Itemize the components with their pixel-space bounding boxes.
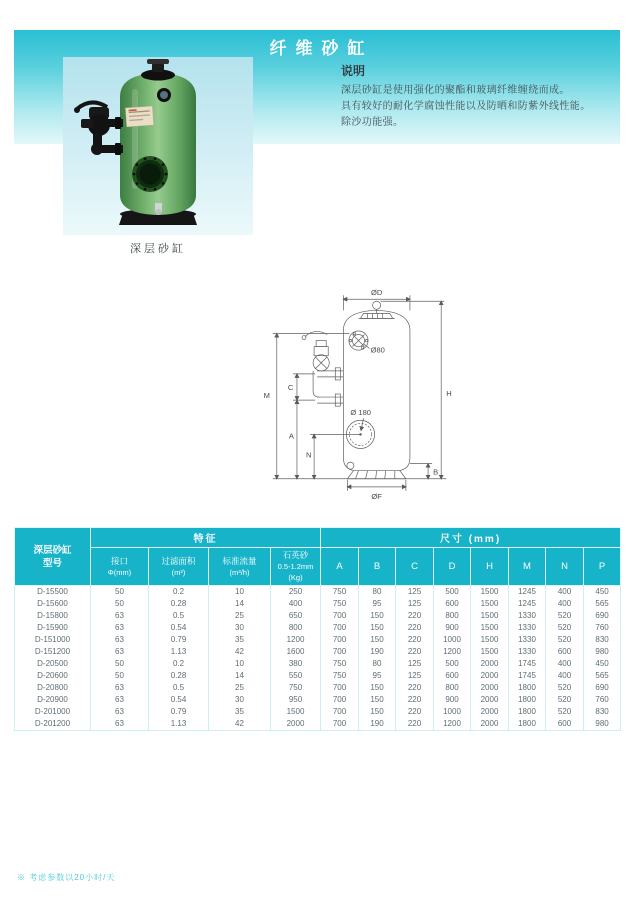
spec-cell: 1800 — [509, 694, 546, 706]
spec-cell: 1245 — [509, 598, 546, 610]
spec-cell: 220 — [396, 646, 434, 658]
spec-cell: 220 — [396, 682, 434, 694]
spec-cell: 565 — [584, 670, 621, 682]
spec-cell: 2000 — [271, 718, 321, 731]
dimension-column-header: C — [396, 548, 434, 586]
spec-cell: 150 — [359, 634, 396, 646]
spec-cell: 700 — [321, 646, 359, 658]
spec-cell: 1.13 — [149, 718, 209, 731]
dim-label-a: A — [288, 431, 294, 441]
dimension-column-header: M — [509, 548, 546, 586]
model-cell: D-15500 — [15, 586, 91, 599]
spec-cell: 2000 — [471, 694, 509, 706]
spec-cell: 1500 — [471, 646, 509, 658]
model-column-header — [15, 528, 91, 586]
spec-cell: 10 — [209, 658, 271, 670]
spec-cell: 565 — [584, 598, 621, 610]
spec-cell: 150 — [359, 694, 396, 706]
spec-cell: 900 — [434, 622, 471, 634]
model-cell: D-151200 — [15, 646, 91, 658]
dim-label-c: C — [287, 383, 294, 393]
spec-cell: 1.13 — [149, 646, 209, 658]
spec-cell: 800 — [434, 682, 471, 694]
spec-cell: 63 — [91, 682, 149, 694]
spec-cell: 95 — [359, 598, 396, 610]
spec-cell: 700 — [321, 718, 359, 731]
table-row — [15, 718, 621, 731]
spec-cell: 35 — [209, 706, 271, 718]
spec-cell: 600 — [434, 670, 471, 682]
spec-cell: 95 — [359, 670, 396, 682]
description-heading: 说明 — [341, 64, 366, 78]
table-row — [15, 622, 621, 634]
table-row — [15, 658, 621, 670]
spec-cell: 30 — [209, 622, 271, 634]
model-cell: D-20500 — [15, 658, 91, 670]
spec-cell: 520 — [546, 682, 584, 694]
dim-label-manhole: Ø 180 — [350, 408, 371, 418]
spec-cell: 63 — [91, 694, 149, 706]
spec-cell: 1745 — [509, 670, 546, 682]
spec-cell: 700 — [321, 682, 359, 694]
model-cell: D-20800 — [15, 682, 91, 694]
spec-cell: 0.2 — [149, 658, 209, 670]
spec-cell: 1245 — [509, 586, 546, 599]
model-cell: D-15600 — [15, 598, 91, 610]
spec-cell: 550 — [271, 670, 321, 682]
spec-cell: 150 — [359, 610, 396, 622]
spec-cell: 220 — [396, 706, 434, 718]
spec-cell: 0.54 — [149, 694, 209, 706]
spec-cell: 0.5 — [149, 682, 209, 694]
spec-cell: 700 — [321, 634, 359, 646]
spec-cell: 1330 — [509, 634, 546, 646]
spec-cell: 25 — [209, 682, 271, 694]
sand-filter-tank-image — [63, 57, 253, 235]
spec-cell: 1500 — [271, 706, 321, 718]
spec-cell: 63 — [91, 718, 149, 731]
spec-cell: 750 — [321, 598, 359, 610]
spec-cell: 1000 — [434, 706, 471, 718]
spec-cell: 1200 — [271, 634, 321, 646]
spec-cell: 30 — [209, 694, 271, 706]
spec-cell: 63 — [91, 706, 149, 718]
spec-cell: 0.54 — [149, 622, 209, 634]
model-cell: D-201000 — [15, 706, 91, 718]
spec-cell: 0.2 — [149, 586, 209, 599]
spec-cell: 980 — [584, 718, 621, 731]
spec-cell: 1330 — [509, 646, 546, 658]
dim-label-h: H — [446, 389, 452, 399]
model-cell: D-15800 — [15, 610, 91, 622]
spec-cell: 520 — [546, 610, 584, 622]
spec-cell: 2000 — [471, 682, 509, 694]
spec-cell: 650 — [271, 610, 321, 622]
spec-cell: 1800 — [509, 718, 546, 731]
spec-cell: 690 — [584, 682, 621, 694]
spec-cell: 1200 — [434, 646, 471, 658]
spec-cell: 1200 — [434, 718, 471, 731]
spec-cell: 63 — [91, 610, 149, 622]
model-cell: D-20600 — [15, 670, 91, 682]
spec-cell: 2000 — [471, 718, 509, 731]
dimension-column-header: A — [321, 548, 359, 586]
spec-cell: 125 — [396, 586, 434, 599]
spec-cell: 750 — [321, 586, 359, 599]
dim-label-od: ØD — [370, 288, 383, 298]
spec-cell: 63 — [91, 646, 149, 658]
spec-cell: 220 — [396, 634, 434, 646]
spec-cell: 700 — [321, 706, 359, 718]
spec-cell: 600 — [546, 718, 584, 731]
spec-cell: 750 — [271, 682, 321, 694]
spec-cell: 0.79 — [149, 634, 209, 646]
spec-cell: 125 — [396, 670, 434, 682]
model-cell: D-151000 — [15, 634, 91, 646]
spec-cell: 35 — [209, 634, 271, 646]
spec-cell: 63 — [91, 634, 149, 646]
dimension-column-header: P — [584, 548, 621, 586]
dimension-column-header: H — [471, 548, 509, 586]
spec-cell: 63 — [91, 622, 149, 634]
spec-cell: 190 — [359, 646, 396, 658]
spec-table-body — [15, 586, 621, 731]
spec-cell: 700 — [321, 622, 359, 634]
dimensions-group-header: 尺寸 (mm) — [321, 528, 621, 548]
dim-label-n: N — [306, 450, 312, 460]
spec-cell: 1500 — [471, 634, 509, 646]
spec-cell: 50 — [91, 670, 149, 682]
spec-cell: 500 — [434, 658, 471, 670]
spec-cell: 1500 — [471, 610, 509, 622]
spec-cell: 150 — [359, 622, 396, 634]
spec-cell: 0.28 — [149, 670, 209, 682]
table-row — [15, 610, 621, 622]
spec-cell: 600 — [434, 598, 471, 610]
dimension-diagram — [256, 272, 464, 506]
spec-cell: 190 — [359, 718, 396, 731]
spec-cell: 750 — [321, 658, 359, 670]
product-photo — [63, 57, 253, 235]
spec-cell: 380 — [271, 658, 321, 670]
spec-table — [14, 527, 621, 731]
spec-cell: 25 — [209, 610, 271, 622]
spec-cell: 520 — [546, 622, 584, 634]
spec-cell: 950 — [271, 694, 321, 706]
table-row — [15, 670, 621, 682]
spec-cell: 520 — [546, 694, 584, 706]
spec-cell: 50 — [91, 598, 149, 610]
spec-cell: 125 — [396, 598, 434, 610]
spec-cell: 14 — [209, 598, 271, 610]
spec-cell: 400 — [546, 670, 584, 682]
spec-cell: 2000 — [471, 706, 509, 718]
table-row — [15, 682, 621, 694]
table-row — [15, 694, 621, 706]
spec-cell: 500 — [434, 586, 471, 599]
spec-cell: 80 — [359, 658, 396, 670]
dim-label-of: ØF — [371, 491, 382, 501]
spec-cell: 830 — [584, 706, 621, 718]
dimension-column-header: B — [359, 548, 396, 586]
spec-cell: 1000 — [434, 634, 471, 646]
spec-cell: 1600 — [271, 646, 321, 658]
spec-cell: 800 — [434, 610, 471, 622]
feature-column-header: 石英砂 0.5-1.2mm (Kg) — [271, 548, 321, 586]
spec-cell: 1500 — [471, 598, 509, 610]
product-caption: 深层砂缸 — [130, 243, 186, 255]
spec-cell: 0.28 — [149, 598, 209, 610]
spec-cell: 400 — [546, 598, 584, 610]
spec-cell: 0.79 — [149, 706, 209, 718]
spec-cell: 1330 — [509, 622, 546, 634]
table-row — [15, 646, 621, 658]
spec-cell: 1500 — [471, 586, 509, 599]
spec-cell: 0.5 — [149, 610, 209, 622]
subheader-row — [15, 548, 621, 586]
spec-cell: 1800 — [509, 682, 546, 694]
spec-cell: 830 — [584, 634, 621, 646]
table-row — [15, 706, 621, 718]
spec-cell: 520 — [546, 706, 584, 718]
spec-cell: 400 — [546, 658, 584, 670]
spec-cell: 520 — [546, 634, 584, 646]
features-group-header: 特征 — [91, 528, 321, 548]
spec-cell: 220 — [396, 622, 434, 634]
dim-label-b: B — [433, 467, 439, 477]
model-cell: D-201200 — [15, 718, 91, 731]
page-title: 纤维砂缸 — [269, 39, 374, 58]
spec-cell: 220 — [396, 694, 434, 706]
spec-cell: 760 — [584, 694, 621, 706]
spec-cell: 980 — [584, 646, 621, 658]
description-block — [341, 62, 626, 131]
spec-cell: 1745 — [509, 658, 546, 670]
spec-cell: 690 — [584, 610, 621, 622]
model-cell: D-15900 — [15, 622, 91, 634]
model-header-line2: 型号 — [42, 557, 62, 569]
spec-cell: 80 — [359, 586, 396, 599]
spec-cell: 450 — [584, 586, 621, 599]
spec-cell: 220 — [396, 610, 434, 622]
spec-cell: 2000 — [471, 658, 509, 670]
spec-cell: 1330 — [509, 610, 546, 622]
spec-cell: 750 — [321, 670, 359, 682]
footnote: ※ 考虑参数以20小时/天 — [17, 873, 116, 882]
spec-cell: 150 — [359, 706, 396, 718]
spec-cell: 600 — [546, 646, 584, 658]
spec-cell: 2000 — [471, 670, 509, 682]
model-cell: D-20900 — [15, 694, 91, 706]
feature-column-header: 过滤面积 (m²) — [149, 548, 209, 586]
spec-cell: 42 — [209, 718, 271, 731]
spec-cell: 1800 — [509, 706, 546, 718]
tank-line-drawing — [256, 272, 464, 506]
table-row — [15, 598, 621, 610]
group-header-row — [15, 528, 621, 548]
spec-cell: 250 — [271, 586, 321, 599]
dimension-column-header: N — [546, 548, 584, 586]
table-row — [15, 586, 621, 599]
model-header-line1: 深层砂缸 — [33, 544, 72, 556]
description-line: 深层砂缸是使用强化的聚酯和玻璃纤维缠绕而成。 — [341, 85, 570, 96]
table-row — [15, 634, 621, 646]
dim-label-top-port: Ø80 — [370, 345, 385, 355]
dim-label-m: M — [263, 391, 270, 401]
spec-cell: 1500 — [471, 622, 509, 634]
spec-cell: 400 — [546, 586, 584, 599]
spec-cell: 900 — [434, 694, 471, 706]
spec-cell: 220 — [396, 718, 434, 731]
spec-cell: 800 — [271, 622, 321, 634]
spec-cell: 50 — [91, 586, 149, 599]
spec-cell: 700 — [321, 694, 359, 706]
description-line: 具有较好的耐化学腐蚀性能以及防晒和防紫外线性能。 — [341, 101, 591, 112]
spec-cell: 50 — [91, 658, 149, 670]
feature-column-header: 标准流量 (m³/h) — [209, 548, 271, 586]
spec-cell: 125 — [396, 658, 434, 670]
description-line: 除沙功能强。 — [341, 117, 404, 128]
spec-cell: 700 — [321, 610, 359, 622]
spec-cell: 42 — [209, 646, 271, 658]
feature-column-header: 接口 Φ(mm) — [91, 548, 149, 586]
dimension-column-header: D — [434, 548, 471, 586]
spec-cell: 150 — [359, 682, 396, 694]
spec-cell: 760 — [584, 622, 621, 634]
spec-cell: 14 — [209, 670, 271, 682]
spec-cell: 400 — [271, 598, 321, 610]
spec-cell: 450 — [584, 658, 621, 670]
spec-cell: 10 — [209, 586, 271, 599]
